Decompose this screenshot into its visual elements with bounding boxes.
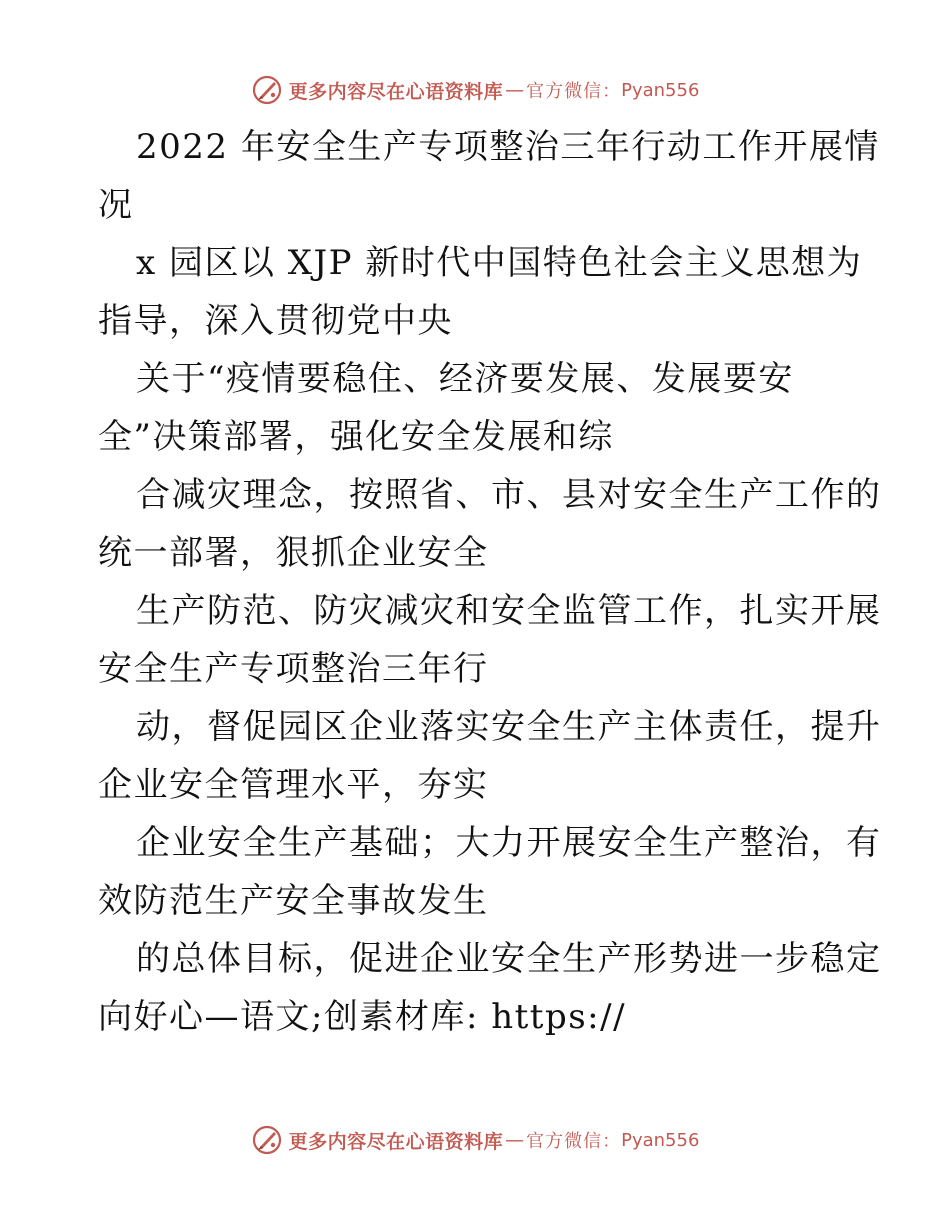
document-line: 企业安全生产基础；大力开展安全生产整治，有 bbox=[136, 823, 882, 863]
document-line: 统一部署，狠抓企业安全 bbox=[98, 533, 489, 573]
document-line: 关于“疫情要稳住、经济要发展、发展要安 bbox=[136, 359, 794, 399]
document-line: 企业安全管理水平，夯实 bbox=[98, 765, 489, 805]
document-line: 指导，深入贯彻党中央 bbox=[98, 301, 453, 341]
banner-separator: — bbox=[505, 1129, 525, 1151]
banner-wechat-label: 官方微信： bbox=[526, 1131, 622, 1152]
banner-wechat-label: 官方微信： bbox=[526, 81, 622, 102]
document-body bbox=[98, 118, 882, 1046]
document-line: 全”决策部署，强化安全发展和综 bbox=[98, 417, 614, 457]
document-line: 况 bbox=[98, 185, 134, 225]
document-line: 生产防范、防灾减灾和安全监管工作，扎实开展 bbox=[136, 591, 882, 631]
document-line: 的总体目标，促进企业安全生产形势进一步稳定 bbox=[136, 939, 882, 979]
document-line: 2022 年安全生产专项整治三年行动工作开展情 bbox=[136, 127, 880, 167]
banner-wechat-id: Pyan556 bbox=[621, 1129, 700, 1151]
quill-pen-logo-icon bbox=[251, 74, 283, 106]
footer-watermark-banner bbox=[0, 1120, 950, 1160]
quill-pen-logo-icon bbox=[251, 1124, 283, 1156]
document-line: 合减灾理念，按照省、市、县对安全生产工作的 bbox=[136, 475, 882, 515]
document-line: 效防范生产安全事故发生 bbox=[98, 881, 489, 921]
banner-separator: — bbox=[505, 79, 525, 101]
banner-wechat-id: Pyan556 bbox=[621, 79, 700, 101]
document-line: 动，督促园区企业落实安全生产主体责任，提升 bbox=[136, 707, 882, 747]
banner-site-name: 更多内容尽在心语资料库 bbox=[288, 80, 504, 103]
header-watermark-banner bbox=[0, 70, 950, 110]
banner-site-name: 更多内容尽在心语资料库 bbox=[288, 1130, 504, 1153]
document-line: 向好心—语文;创素材库: https:// bbox=[98, 997, 627, 1037]
document-line: x 园区以 XJP 新时代中国特色社会主义思想为 bbox=[136, 243, 863, 283]
document-line: 安全生产专项整治三年行 bbox=[98, 649, 489, 689]
